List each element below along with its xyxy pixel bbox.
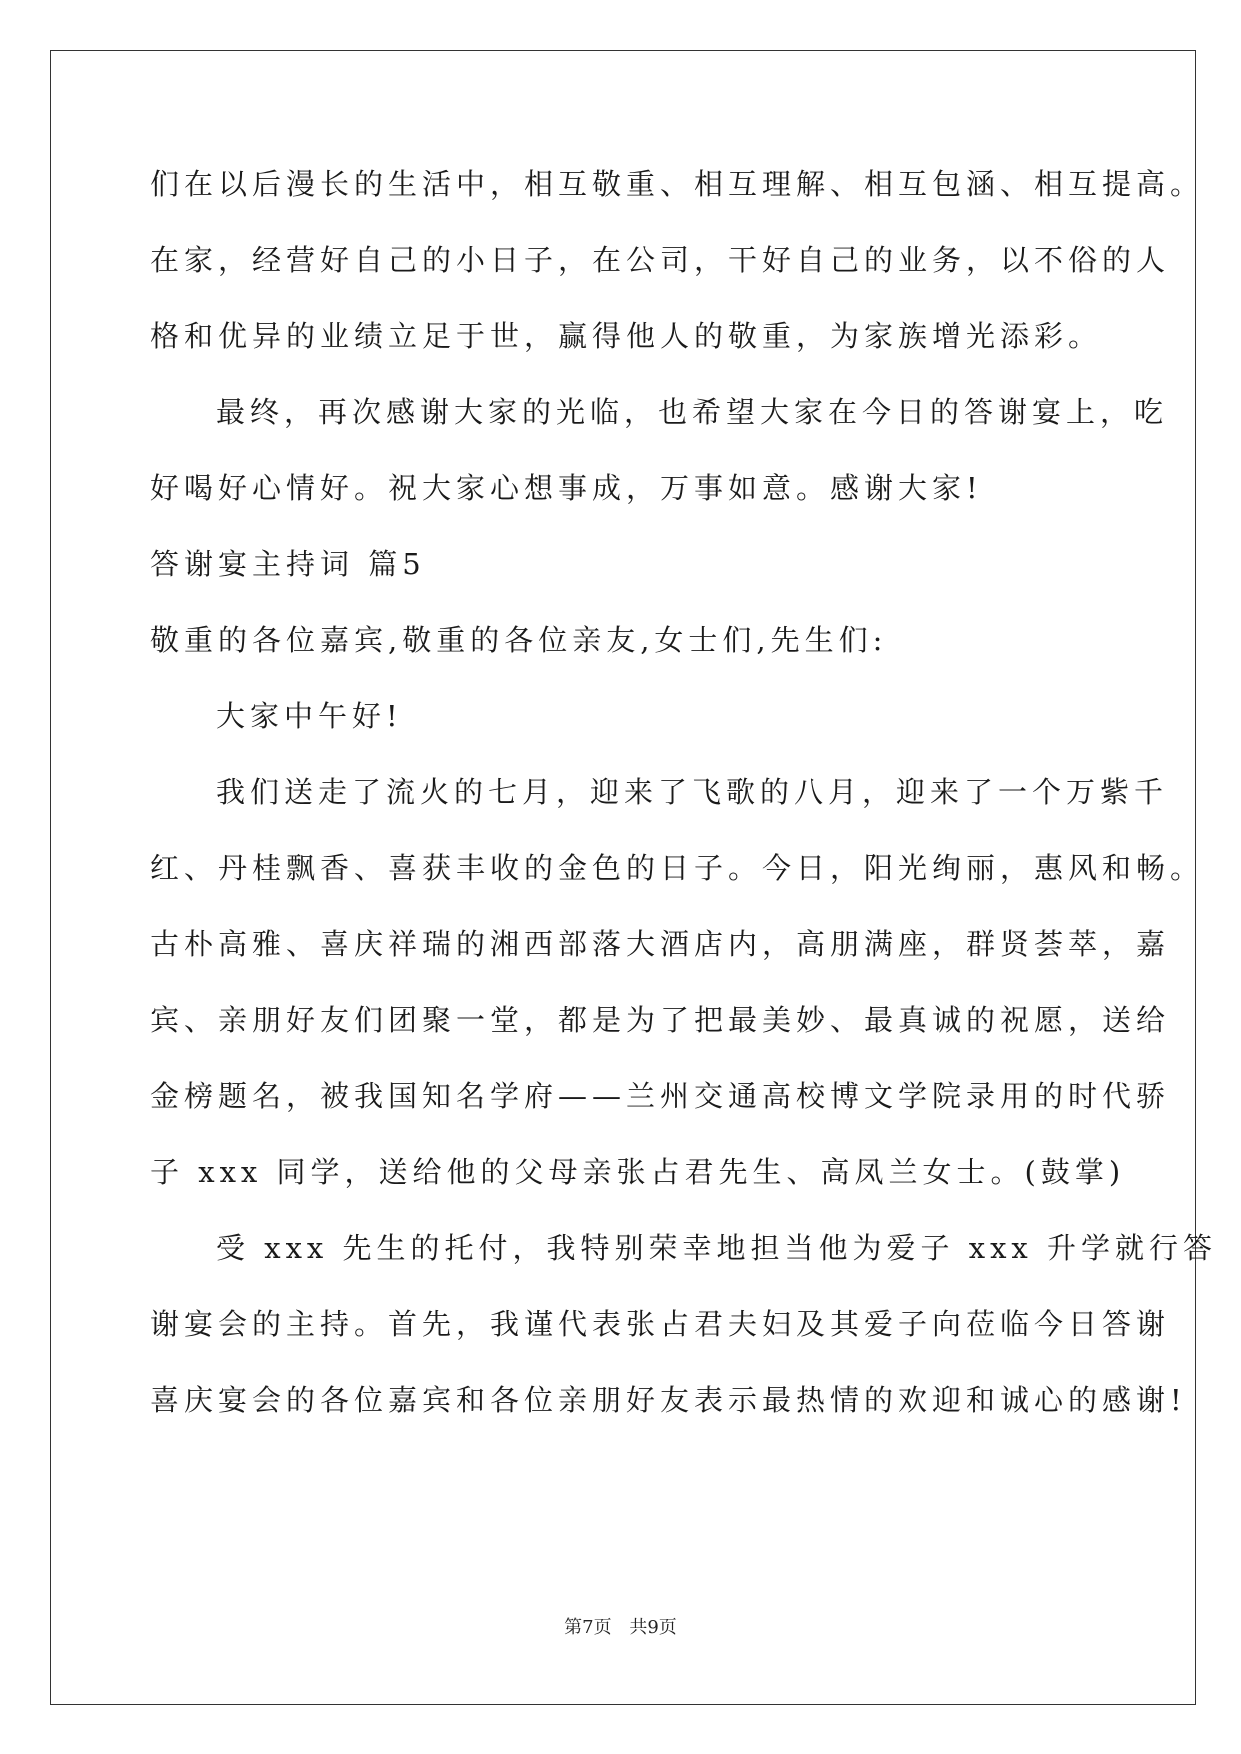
section-heading: 答谢宴主持词 篇5: [150, 547, 426, 581]
text-line-3: 格和优异的业绩立足于世，赢得他人的敬重，为家族增光添彩。: [150, 319, 1103, 353]
greeting-line: 大家中午好!: [216, 699, 403, 733]
text-line-2: 在家，经营好自己的小日子，在公司，干好自己的业务，以不俗的人: [150, 243, 1171, 277]
text-line-4: 最终，再次感谢大家的光临，也希望大家在今日的答谢宴上，吃: [216, 395, 1169, 429]
text-line-1: 们在以后漫长的生活中，相互敬重、相互理解、相互包涵、相互提高。: [150, 167, 1205, 201]
text-line-16: 谢宴会的主持。首先，我谨代表张占君夫妇及其爱子向莅临今日答谢: [150, 1307, 1171, 1341]
page-number: 第7页: [564, 1617, 612, 1638]
page-footer: [0, 1616, 1241, 1640]
text-line-13: 金榜题名，被我国知名学府——兰州交通高校博文学院录用的时代骄: [150, 1079, 1171, 1113]
text-line-5: 好喝好心情好。祝大家心想事成，万事如意。感谢大家!: [150, 471, 983, 505]
page-total: 共9页: [629, 1617, 677, 1638]
text-line-14: 子 xxx 同学，送给他的父母亲张占君先生、高凤兰女士。(鼓掌): [150, 1155, 1126, 1189]
salutation-line: 敬重的各位嘉宾,敬重的各位亲友,女士们,先生们:: [150, 623, 888, 657]
text-line-17: 喜庆宴会的各位嘉宾和各位亲朋好友表示最热情的欢迎和诚心的感谢!: [150, 1383, 1187, 1417]
text-line-10: 红、丹桂飘香、喜获丰收的金色的日子。今日，阳光绚丽，惠风和畅。: [150, 851, 1205, 885]
text-line-11: 古朴高雅、喜庆祥瑞的湘西部落大酒店内，高朋满座，群贤荟萃，嘉: [150, 927, 1171, 961]
text-line-15: 受 xxx 先生的托付，我特别荣幸地担当他为爱子 xxx 升学就行答: [216, 1231, 1218, 1265]
document-body: [150, 146, 1218, 1438]
text-line-12: 宾、亲朋好友们团聚一堂，都是为了把最美妙、最真诚的祝愿，送给: [150, 1003, 1171, 1037]
text-line-9: 我们送走了流火的七月，迎来了飞歌的八月，迎来了一个万紫千: [216, 775, 1169, 809]
